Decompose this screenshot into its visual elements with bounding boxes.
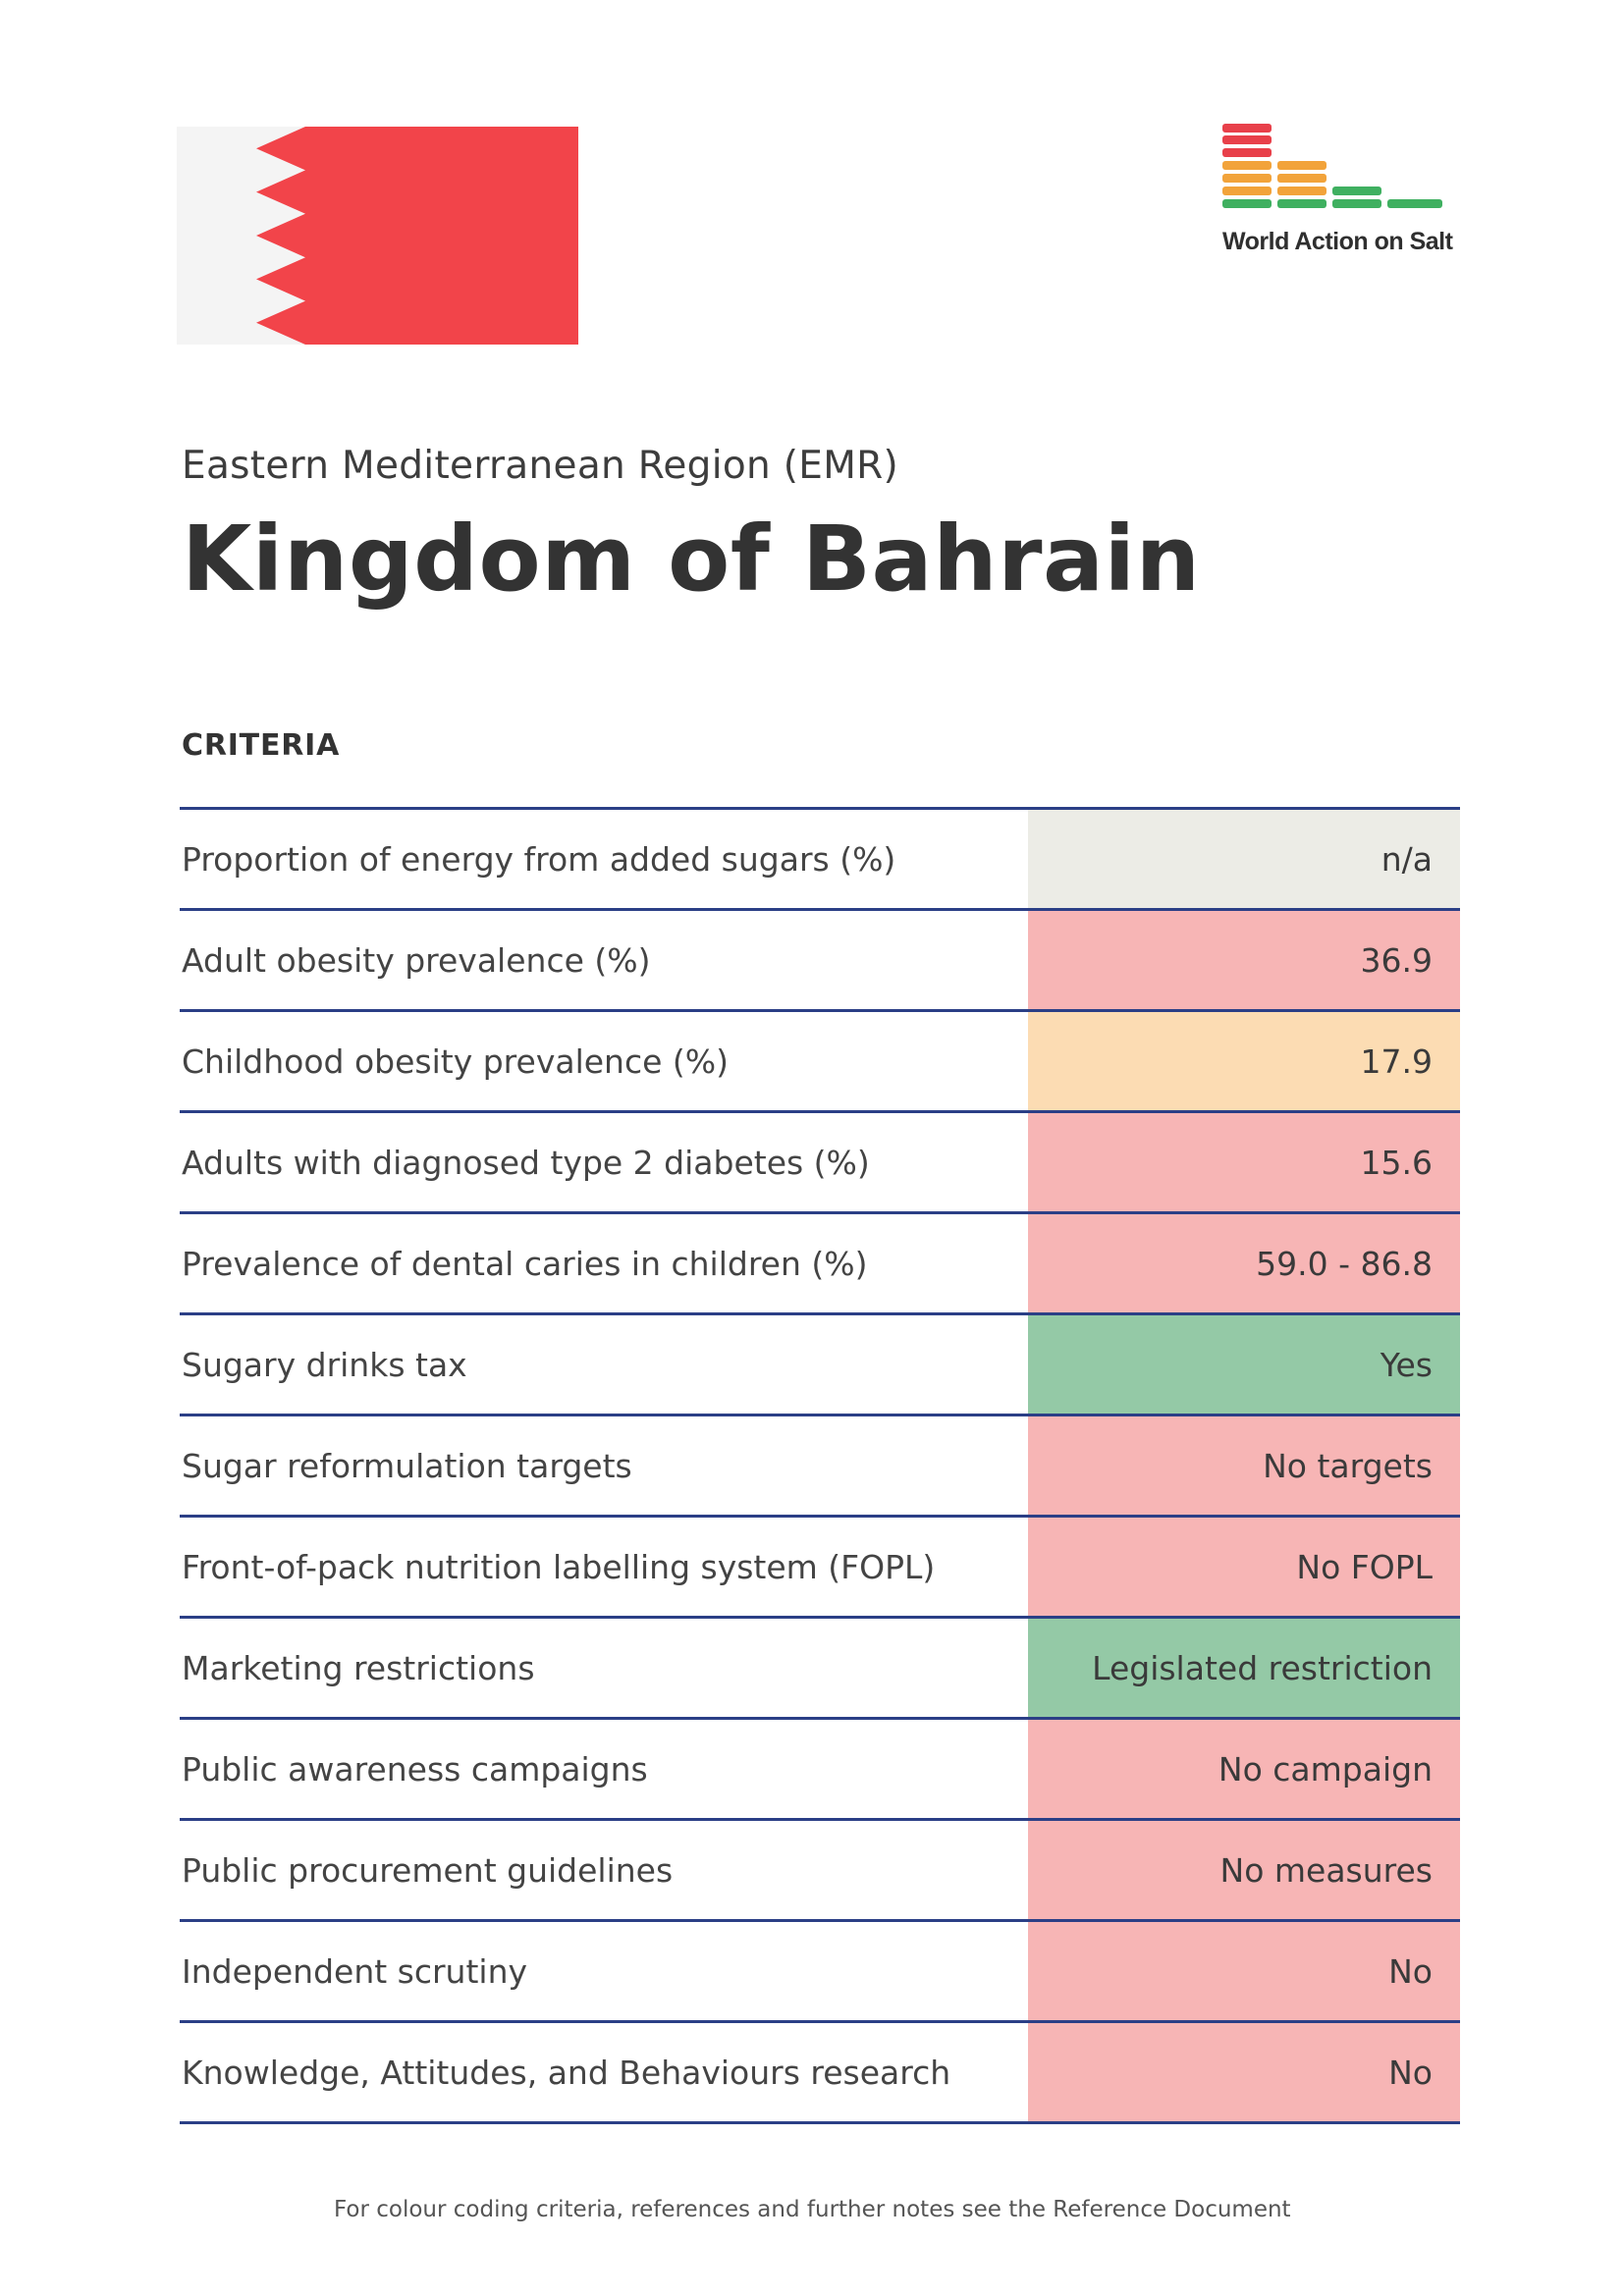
criterion-value: No measures — [1028, 1821, 1460, 1919]
page-title: Kingdom of Bahrain — [182, 507, 1201, 612]
logo-text: World Action on Salt — [1222, 228, 1453, 255]
table-row — [180, 1214, 1460, 1315]
criterion-value: 15.6 — [1028, 1113, 1460, 1211]
region-subtitle: Eastern Mediterranean Region (EMR) — [182, 444, 899, 488]
criterion-value: No targets — [1028, 1416, 1460, 1515]
table-row — [180, 1720, 1460, 1821]
criterion-label: Childhood obesity prevalence (%) — [182, 1041, 730, 1081]
section-label: CRITERIA — [182, 728, 341, 763]
salt-bars-icon — [1222, 122, 1448, 220]
criterion-label: Sugar reformulation targets — [182, 1446, 632, 1485]
criterion-value: 59.0 - 86.8 — [1028, 1214, 1460, 1312]
table-row — [180, 1315, 1460, 1416]
table-row — [180, 1821, 1460, 1922]
table-row — [180, 911, 1460, 1012]
table-row — [180, 1113, 1460, 1214]
criterion-value: Legislated restriction — [1028, 1619, 1460, 1717]
criterion-value: n/a — [1028, 810, 1460, 908]
criterion-value: 17.9 — [1028, 1012, 1460, 1110]
world-action-on-salt-logo — [1222, 122, 1453, 264]
criterion-label: Proportion of energy from added sugars (%) — [182, 839, 896, 879]
criterion-value: No — [1028, 2023, 1460, 2121]
criterion-label: Sugary drinks tax — [182, 1345, 467, 1384]
criterion-value: Yes — [1028, 1315, 1460, 1414]
table-row — [180, 1518, 1460, 1619]
criterion-label: Prevalence of dental caries in children (%) — [182, 1244, 868, 1283]
criterion-label: Front-of-pack nutrition labelling system (FOPL) — [182, 1547, 936, 1586]
criterion-value: No — [1028, 1922, 1460, 2020]
table-row — [180, 1619, 1460, 1720]
criterion-label: Independent scrutiny — [182, 1951, 528, 1991]
criterion-value: 36.9 — [1028, 911, 1460, 1009]
criterion-label: Public procurement guidelines — [182, 1850, 674, 1890]
criterion-label: Knowledge, Attitudes, and Behaviours research — [182, 2053, 951, 2092]
table-row — [180, 1416, 1460, 1518]
criterion-label: Adult obesity prevalence (%) — [182, 940, 651, 980]
criterion-value: No campaign — [1028, 1720, 1460, 1818]
table-row — [180, 2023, 1460, 2124]
footer-text: For colour coding criteria, references and further notes see the Reference Document — [334, 2197, 1291, 2222]
bahrain-flag-icon — [177, 127, 578, 345]
criteria-table — [180, 807, 1460, 2124]
criterion-value: No FOPL — [1028, 1518, 1460, 1616]
table-row — [180, 1922, 1460, 2023]
table-row — [180, 810, 1460, 911]
criterion-label: Public awareness campaigns — [182, 1749, 648, 1789]
criterion-label: Marketing restrictions — [182, 1648, 535, 1687]
table-row — [180, 1012, 1460, 1113]
criterion-label: Adults with diagnosed type 2 diabetes (%) — [182, 1143, 870, 1182]
footer-note — [0, 2197, 1624, 2222]
